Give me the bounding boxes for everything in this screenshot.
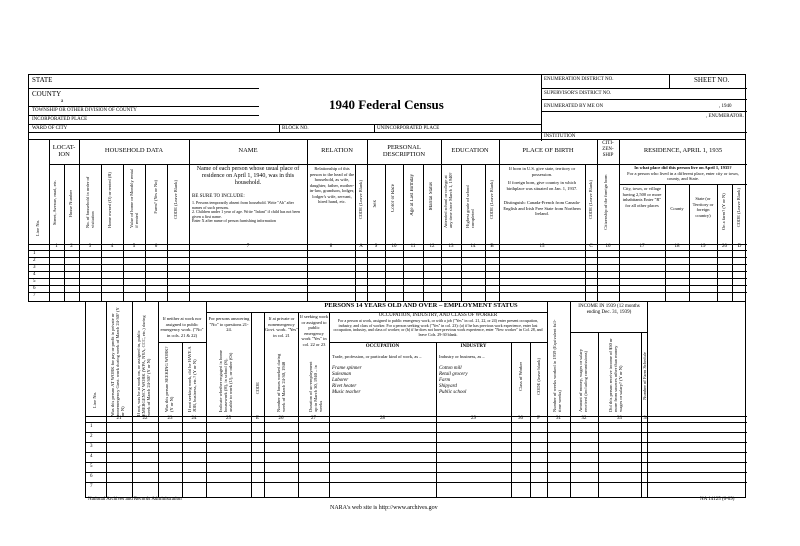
location-section: LOCAT- ION: [52, 144, 76, 158]
industry-header: INDUSTRY: [460, 344, 487, 349]
col-e-header: CODE: [255, 382, 260, 395]
line-no-header: Line No.: [35, 220, 40, 236]
occupation-header: OCCUPATION: [365, 344, 400, 349]
employment-table: [85, 302, 746, 498]
name-description: Name of each person whose usual place of residence on April 1, 1940, was in this household.: [196, 166, 300, 186]
col-number: 10: [391, 244, 397, 249]
table-row[interactable]: 7: [90, 484, 93, 489]
col23-header: Was this person SEEKING WORK? (Y or N): [164, 346, 174, 412]
age-header: Age at Last Birthday: [410, 174, 415, 216]
relation-section: RELATION: [321, 147, 353, 154]
income-section: INCOME IN 1939 (12 months ending Dec. 31, 1939): [578, 304, 640, 315]
col-number: 12: [429, 244, 435, 249]
household-code-header: CODE (Leave Blank): [173, 180, 178, 220]
seeking-header: If seeking work or assigned to public emergency work "Yes" in col. 22 or 23: [299, 314, 329, 347]
table-row[interactable]: 6: [33, 286, 36, 291]
sheet-label: SHEET NO.: [694, 76, 730, 84]
list-item: Public school: [439, 390, 467, 395]
household-section: HOUSEHOLD DATA: [104, 147, 164, 154]
footer-left: National Archives and Records Administration: [88, 497, 182, 502]
enum-district-label: ENUMERATION DISTRICT NO.: [544, 77, 614, 82]
population-table: [28, 140, 746, 302]
col-number: 4: [110, 244, 114, 249]
personal-section: PERSONAL DESCRIPTION: [382, 144, 426, 158]
col-number: 2: [70, 244, 73, 249]
col-number: 14: [470, 244, 476, 249]
table-row[interactable]: 1: [33, 251, 36, 256]
name-section: NAME: [238, 147, 258, 154]
state-label: STATE: [32, 76, 53, 84]
enumerated-on-label: ENUMERATED BY ME ON: [544, 104, 604, 109]
col-number: 16: [605, 244, 611, 249]
birth-code-header: CODE (Leave Blank): [588, 180, 593, 220]
col-number: D: [737, 244, 742, 249]
list-item: Music teacher: [332, 390, 361, 395]
unincorporated-label: UNINCORPORATED PLACE: [377, 126, 440, 131]
birth-description-2: If foreign born, give country in which birthplace was situated on Jan. 1, 1937.: [506, 180, 578, 191]
col34-header: Number of Farm Schedule: [642, 352, 647, 400]
sex-header: Sex: [373, 200, 378, 208]
year-label: , 1940: [719, 104, 732, 109]
col-number: 20: [722, 244, 727, 249]
col-number: 29: [471, 416, 476, 421]
private-header: If at private or nonemergency Govt. work. "Yes" in col. 21: [265, 316, 298, 338]
table-row[interactable]: 6: [90, 474, 93, 479]
col-number: 11: [410, 244, 416, 249]
list-item: Shipyard: [439, 384, 457, 389]
name-note-2: 2. Children under 1 year of age. Write "Infant" if child has not been given a first name.: [192, 209, 300, 219]
residence-question: In what place did this person live on April 1, 1935?: [634, 165, 732, 170]
col-number: 18: [674, 244, 680, 249]
col-number: C: [589, 244, 593, 249]
col-number: 27: [311, 416, 316, 421]
col-number: 1: [55, 244, 58, 249]
col-number: 25: [226, 416, 231, 421]
col22-header: If not, was he at work on, or assigned to, public EMERGENCY WORK (WPA, NYA, CCC, etc.) during week of March 24-30? (Y or N): [136, 315, 151, 416]
table-row[interactable]: 3: [90, 444, 93, 449]
col-number: 8: [329, 244, 333, 249]
enumerator-label: , ENUMERATOR.: [706, 114, 744, 119]
neither-header: If neither at work nor assigned to public emergency work. ("No" in cols. 21 & 22): [160, 316, 204, 338]
footer-right: NA 14125 (6-09): [700, 497, 735, 502]
col-number: 3: [88, 244, 92, 249]
township-label: TOWNSHIP OR OTHER DIVISION OF COUNTY: [32, 108, 137, 113]
bottom-line-no-header: Line No.: [92, 392, 97, 408]
attended-header: Attended school or college at any time since March 1, 1940?: [443, 172, 453, 228]
name-include-title: BE SURE TO INCLUDE:: [192, 194, 245, 199]
col-number: 19: [700, 244, 706, 249]
col-number: B: [490, 244, 494, 249]
occupation-examples: Trade, profession, or particular kind of work, as –: [332, 354, 422, 359]
name-note-1: 1. Persons temporarily absent from household. Write "Ab" after names of such persons.: [192, 200, 294, 210]
ward-label: WARD OF CITY: [32, 126, 68, 131]
table-row[interactable]: 1: [90, 424, 93, 429]
census-form: [28, 74, 746, 520]
home-value-header: Value of home or Monthly rental if rented: [129, 168, 139, 228]
incorporated-place-label: INCORPORATED PLACE: [32, 117, 88, 122]
col-number: 5: [132, 244, 136, 249]
list-item: Farm: [439, 378, 451, 383]
birth-description-1: If born in U.S. give state, territory or possession.: [508, 166, 576, 177]
col26-header: Number of hours worked during week of March 24-30, 1940: [276, 353, 286, 412]
col-f-header: CODE (leave blank): [536, 358, 541, 395]
col27-header: Duration of un-employment up to March 30, 1940 – in weeks: [308, 361, 323, 412]
street-header: Street, Avenue, road, etc.: [52, 180, 57, 226]
col-number: 6: [154, 244, 158, 249]
color-header: Color or Race: [391, 184, 396, 213]
birth-description-3: Distinguish: Canada-French from Canada-English and Irish Free State from Northern Ireland.: [503, 200, 581, 216]
list-item: Cotton mill: [439, 366, 462, 371]
col-number: 34: [643, 416, 649, 421]
col-number: 7: [246, 244, 250, 249]
col-number: 32: [581, 416, 587, 421]
col24-header: If not seeking work, did he HAVE A JOB, business, etc.? (Y or N): [187, 346, 197, 412]
col-number: 22: [142, 416, 148, 421]
table-row[interactable]: 4: [33, 272, 36, 277]
industry-examples: Industry or business, as –: [439, 354, 485, 359]
table-row[interactable]: 5: [33, 279, 36, 284]
table-row[interactable]: 2: [33, 258, 36, 263]
list-item: Retail grocery: [439, 372, 468, 377]
col-number: 21: [116, 416, 122, 421]
employment-section: PERSONS 14 YEARS OLD AND OVER – EMPLOYMENT STATUS: [324, 302, 518, 309]
col-number: A: [359, 244, 363, 249]
home-owned-header: Home owned (O) or rented (R): [107, 172, 112, 228]
col33-header: Did this person receive income of $50 or more from sources other than money wages or salary? (Y or N): [608, 338, 623, 412]
col-number: 33: [617, 416, 622, 421]
residence-section: RESIDENCE, APRIL 1, 1935: [643, 147, 723, 154]
citizenship-header: Citizenship of the foreign born: [603, 174, 608, 230]
county-mark: a: [61, 99, 64, 104]
table-row[interactable]: 7: [33, 293, 36, 298]
grade-header: Highest grade of school completed: [465, 185, 475, 228]
table-row[interactable]: 4: [90, 454, 93, 459]
col-number: 28: [380, 416, 385, 421]
residence-code-header: CODE (Leave Blank): [736, 188, 741, 228]
supervisor-label: SUPERVISOR'S DISTRICT NO.: [544, 91, 612, 96]
residence-state-header: State (or Territory or foreign country): [692, 196, 714, 218]
occupation-description: For a person at work, assigned to public emergency work, or with a job ("Yes" in col. 21, 22, or 24) enter present occupation, industry, and class of worker. For a person seeking work ("Yes" in col. 23): (a) if he has previous work experience, enter last occupation, industry, and class of worker; or (b) if he does not have previous work experience, enter "New worker" in Col. 28, and leave Cols. 29-30 blank.: [333, 318, 543, 337]
col-number: 15: [539, 244, 545, 249]
col-number: 24: [191, 416, 197, 421]
col-number: 26: [278, 416, 284, 421]
house-number-header: House Number: [68, 190, 73, 218]
residence-farm-header: On a farm? (Y or N): [721, 193, 726, 230]
farm-header: Farm? (Yes or No): [153, 180, 158, 214]
residence-city-header: City, town, or village having 2,500 or more inhabitants Enter "R" for all other places: [622, 186, 662, 208]
table-row[interactable]: 2: [90, 434, 93, 439]
col-number: 23: [167, 416, 173, 421]
marital-header: Marital Status: [429, 182, 434, 211]
col-number: E: [255, 416, 260, 421]
relation-description: Relationship of this person to the head of the household, as wife, daughter, father, mother-in-law, grandson, lodger, lodger's wife, servant, hired hand, etc.: [309, 166, 355, 204]
col32-header: Amount of money, wages or salary received (including commissions): [578, 349, 588, 412]
block-label: BLOCK NO.: [282, 126, 309, 131]
list-item: Rivet heater: [332, 384, 357, 389]
form-title: 1940 Federal Census: [329, 97, 444, 112]
col-number: 13: [448, 244, 454, 249]
name-note-3: Enter X after name of person furnishing information: [192, 218, 276, 223]
occupation-section: OCCUPATION, INDUSTRY, AND CLASS OF WORKER: [378, 313, 498, 318]
answering-header: For persons answering "No" to questions 21-24.: [208, 316, 250, 332]
relation-code-header: CODE (Leave Blank): [358, 180, 363, 220]
col-number: 30: [518, 416, 523, 421]
table-row[interactable]: 5: [90, 464, 93, 469]
residence-county-header: County: [670, 206, 684, 211]
list-item: Laborer: [332, 378, 349, 383]
institution-label: INSTITUTION: [544, 134, 576, 139]
col-number: 17: [639, 244, 645, 249]
birth-section: PLACE OF BIRTH: [522, 147, 574, 154]
list-item: Salesman: [332, 372, 352, 377]
col-number: 31: [556, 416, 561, 421]
household-no-header: No. of household in order of visitation: [85, 176, 95, 228]
county-label: COUNTY: [32, 90, 62, 98]
class-header: Class of Worker: [518, 362, 523, 392]
table-row[interactable]: 3: [33, 265, 36, 270]
education-section: EDUCATION: [451, 147, 489, 154]
citizenship-section: CITI- ZEN- SHIP: [602, 141, 614, 158]
weeks-header: Number of weeks worked in 1939 (Equivalent full-time weeks): [552, 319, 562, 412]
col-number: 9: [374, 244, 378, 249]
education-code-header: CODE (Leave Blank): [489, 180, 494, 220]
col-number: F: [537, 416, 540, 421]
list-item: Frame spinner: [332, 366, 362, 371]
residence-question-2: For a person who lived in a different place, enter city or town, county, and State.: [627, 171, 739, 181]
col25-header: Indicate whether engaged in home housework (H), in school (S), unable to work (U), or other (Ot): [218, 350, 233, 412]
form-header: [28, 74, 746, 140]
footer-center[interactable]: NARA's web site is http://www.archives.gov: [330, 505, 438, 511]
col21-header: Was this person AT WORK for pay or profit in private or nonemergency Govt. work during week of March 24-30? (Y or N): [110, 307, 125, 416]
